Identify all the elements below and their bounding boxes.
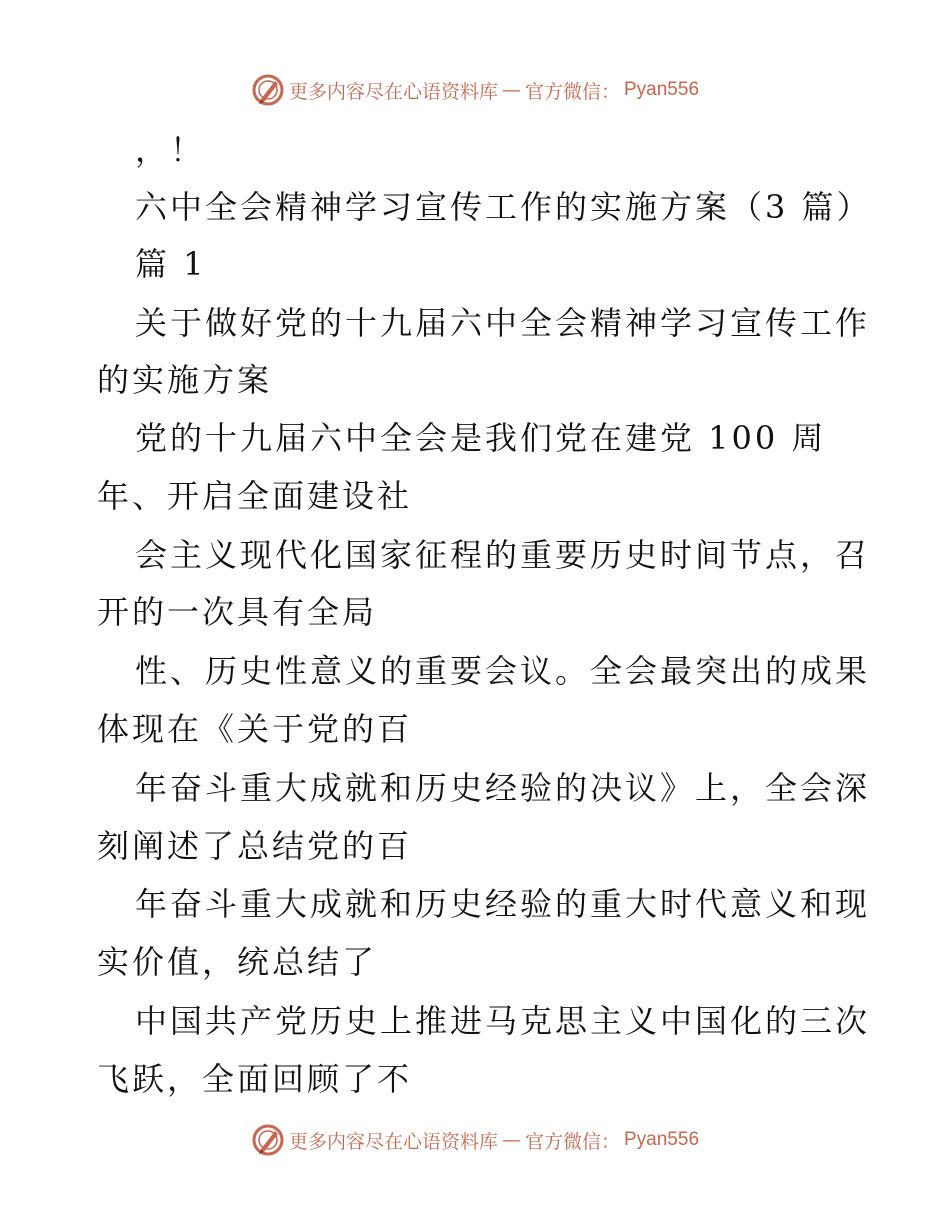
watermark-text: 更多内容尽在心语资料库 (288, 80, 498, 103)
watermark-wechat-label: 官方微信： (524, 1130, 620, 1153)
doc-title: 六中全会精神学习宣传工作的实施方案（3 篇） (135, 188, 872, 226)
doc-line: 关于做好党的十九届六中全会精神学习宣传工作 (135, 304, 871, 342)
doc-line: 刻阐述了总结党的百 (97, 827, 413, 865)
doc-line: 年、开启全面建设社 (97, 477, 413, 515)
watermark-wechat-id: Pyan556 (624, 79, 700, 100)
watermark-dash: — (501, 1129, 521, 1151)
doc-line: 体现在《关于党的百 (97, 710, 413, 748)
doc-line: 飞跃，全面回顾了不 (97, 1060, 413, 1098)
watermark-wechat-label: 官方微信： (524, 80, 620, 103)
doc-section-heading: 篇 1 (135, 245, 207, 283)
doc-line: 党的十九届六中全会是我们党在建党 100 周 (135, 419, 827, 457)
footer-watermark (0, 1120, 950, 1160)
watermark-wechat-id: Pyan556 (624, 1129, 700, 1150)
doc-line: 的实施方案 (97, 361, 273, 399)
header-watermark (0, 70, 950, 110)
watermark-dash: — (501, 79, 521, 101)
doc-line: 中国共产党历史上推进马克思主义中国化的三次 (135, 1002, 871, 1040)
watermark-text: 更多内容尽在心语资料库 (288, 1130, 498, 1153)
doc-line: 年奋斗重大成就和历史经验的决议》上，全会深 (135, 769, 871, 807)
doc-line: 性、历史性意义的重要会议。全会最突出的成果 (135, 652, 871, 690)
doc-line: ，！ (135, 131, 206, 169)
doc-line: 实价值，统总结了 (97, 943, 378, 981)
pen-logo-icon (251, 1123, 285, 1157)
pen-logo-icon (251, 73, 285, 107)
doc-line: 会主义现代化国家征程的重要历史时间节点，召 (135, 536, 871, 574)
doc-line: 年奋斗重大成就和历史经验的重大时代意义和现 (135, 885, 871, 923)
doc-line: 开的一次具有全局 (97, 593, 378, 631)
